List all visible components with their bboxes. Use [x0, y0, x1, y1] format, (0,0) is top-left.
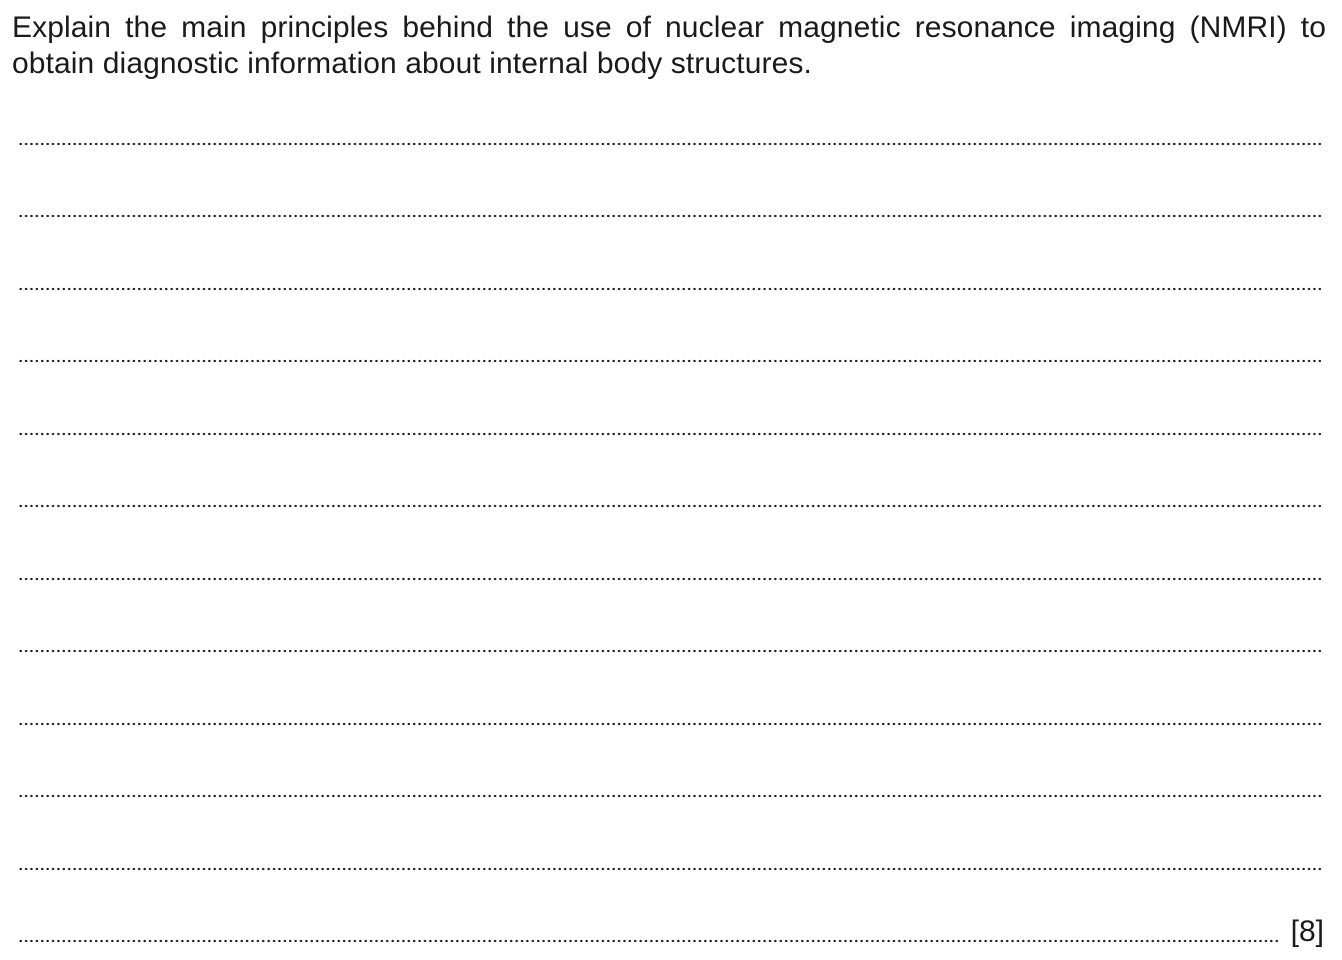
answer-line[interactable] — [18, 432, 1322, 436]
marks-label: [8] — [1290, 915, 1324, 948]
answer-line[interactable] — [18, 287, 1322, 291]
answer-line-last[interactable] — [18, 939, 1280, 943]
answer-line[interactable] — [18, 722, 1322, 726]
answer-line[interactable] — [18, 867, 1322, 871]
answer-line[interactable] — [18, 649, 1322, 653]
answer-line[interactable] — [18, 359, 1322, 363]
answer-line[interactable] — [18, 142, 1322, 146]
answer-line[interactable] — [18, 794, 1322, 798]
answer-line[interactable] — [18, 577, 1322, 581]
answer-area[interactable] — [18, 0, 1324, 960]
answer-line[interactable] — [18, 214, 1322, 218]
answer-line[interactable] — [18, 504, 1322, 508]
question-text: Explain the main principles behind the use of nuclear magnetic resonance imaging (NMRI) to obtain diagnostic information about internal body structures. — [12, 11, 1326, 80]
